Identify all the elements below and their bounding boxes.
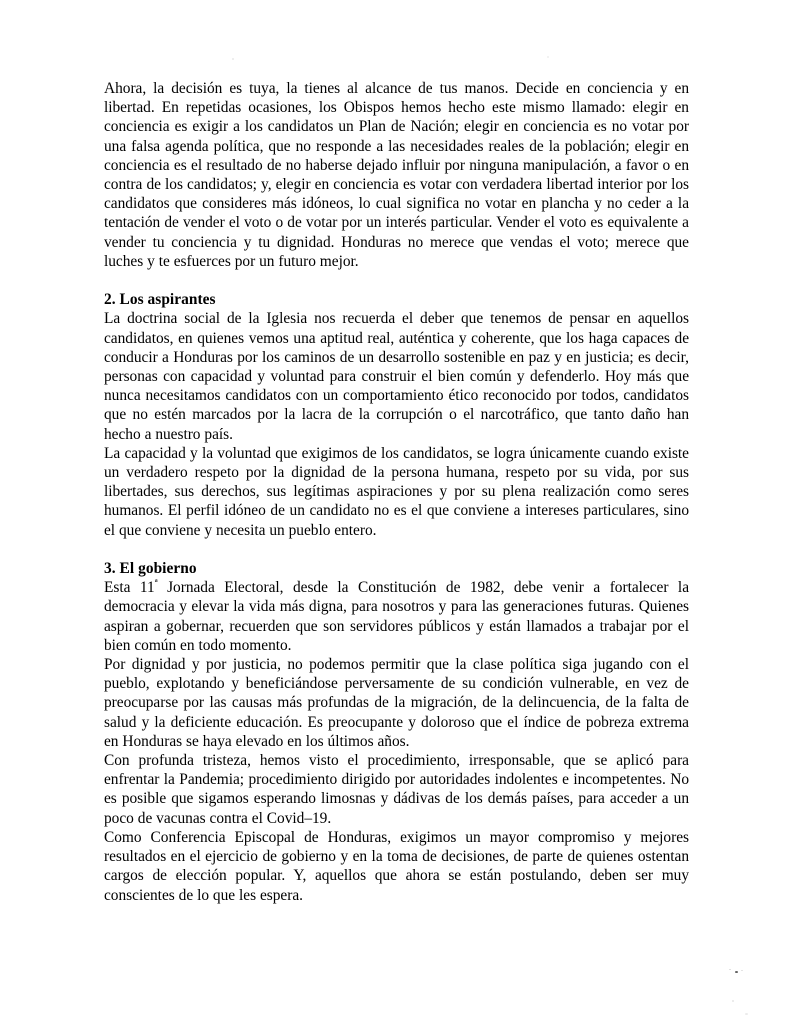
section-heading-los-aspirantes: 2. Los aspirantes: [104, 291, 216, 309]
paragraph-jornada-electoral-lead: Esta 11: [104, 579, 155, 597]
scan-speckle: [741, 970, 743, 971]
scan-speckle: [547, 56, 549, 58]
scan-speckle: [232, 58, 234, 60]
scan-speckle: [745, 1013, 748, 1015]
scan-speckle: [729, 969, 731, 970]
paragraph-dignidad-justicia: Por dignidad y por justicia, no podemos permitir que la clase política siga jugando con el pueblo, explotando y beneficiándose perversamente de su condición vulnerable, en vez de preocuparse por las causas más profundas de la migración, de la delincuencia, de la falta de salud y la deficiente educación. Es preocupante y doloroso que el índice de pobreza extrema en Honduras se haya elevado en los últimos años.: [104, 656, 689, 750]
paragraph-jornada-electoral: [104, 578, 689, 655]
scan-speckle: [732, 1000, 734, 1002]
paragraph-jornada-electoral-rest: Jornada Electoral, desde la Constitución de 1982, debe venir a fortalecer la democracia y elevar la vida más digna, para nosotros y para las generaciones futuras. Quienes aspiran a gobernar, recuerden que son servidores públicos y están llamados a trabajar por el bien común en todo momento.: [104, 579, 690, 654]
paragraph-conferencia-episcopal: Como Conferencia Episcopal de Honduras, exigimos un mayor compromiso y mejores resultados en el ejercicio de gobierno y en la toma de decisiones, de parte de quienes ostentan cargos de elección popular. Y, aquellos que ahora se están postulando, deben ser muy conscientes de lo que les espera.: [104, 828, 689, 904]
scan-speckle: [735, 971, 738, 973]
text-column: [104, 79, 689, 905]
ordinal-indicator: ª: [154, 578, 158, 590]
paragraph-capacidad-voluntad: La capacidad y la voluntad que exigimos de los candidatos, se logra únicamente cuando existe un verdadero respeto por la dignidad de la persona humana, respeto por su vida, por sus libertades, sus derechos, sus legítimas aspiraciones y por su plena realización como seres humanos. El perfil idóneo de un candidato no es el que conviene a intereses particulares, sino el que conviene y necesita un pueblo entero.: [104, 444, 689, 539]
paragraph-pandemia-vacunas: Con profunda tristeza, hemos visto el procedimiento, irresponsable, que se aplicó para enfrentar la Pandemia; procedimiento dirigido por autoridades indolentes e incompetentes. No es posible que sigamos esperando limosnas y dádivas de los demás países, para acceder a un poco de vacunas contra el Covid–19.: [104, 752, 689, 827]
section-heading-el-gobierno: 3. El gobierno: [104, 560, 197, 578]
paragraph-intro-conciencia: Ahora, la decisión es tuya, la tienes al alcance de tus manos. Decide en conciencia y en libertad. En repetidas ocasiones, los Obispos hemos hecho este mismo llamado: elegir en conciencia es exigir a los candidatos un Plan de Nación; elegir en conciencia es no votar por una falsa agenda política, que no responde a las necesidades reales de la población; elegir en conciencia es el resultado de no haberse dejado influir por ninguna manipulación, a favor o en contra de los candidatos; y, elegir en conciencia es votar con verdadera libertad interior por los candidatos que consideres más idóneos, lo cual significa no votar en plancha y no ceder a la tentación de vender el voto o de votar por un interés particular. Vender el voto es equivalente a vender tu conciencia y tu dignidad. Honduras no merece que vendas el voto; merece que luches y te esfuerces por un futuro mejor.: [104, 80, 689, 270]
paragraph-doctrina-social: La doctrina social de la Iglesia nos recuerda el deber que tenemos de pensar en aquellos candidatos, en quienes vemos una aptitud real, auténtica y coherente, que los haga capaces de conducir a Honduras por los caminos de un desarrollo sostenible en paz y en justicia; es decir, personas con capacidad y voluntad para construir el bien común y defenderlo. Hoy más que nunca necesitamos candidatos con un comportamiento ético reconocido por todos, candidatos que no estén marcados por la lacra de la corrupción o el narcotráfico, que tanto daño han hecho a nuestro país.: [104, 310, 689, 443]
